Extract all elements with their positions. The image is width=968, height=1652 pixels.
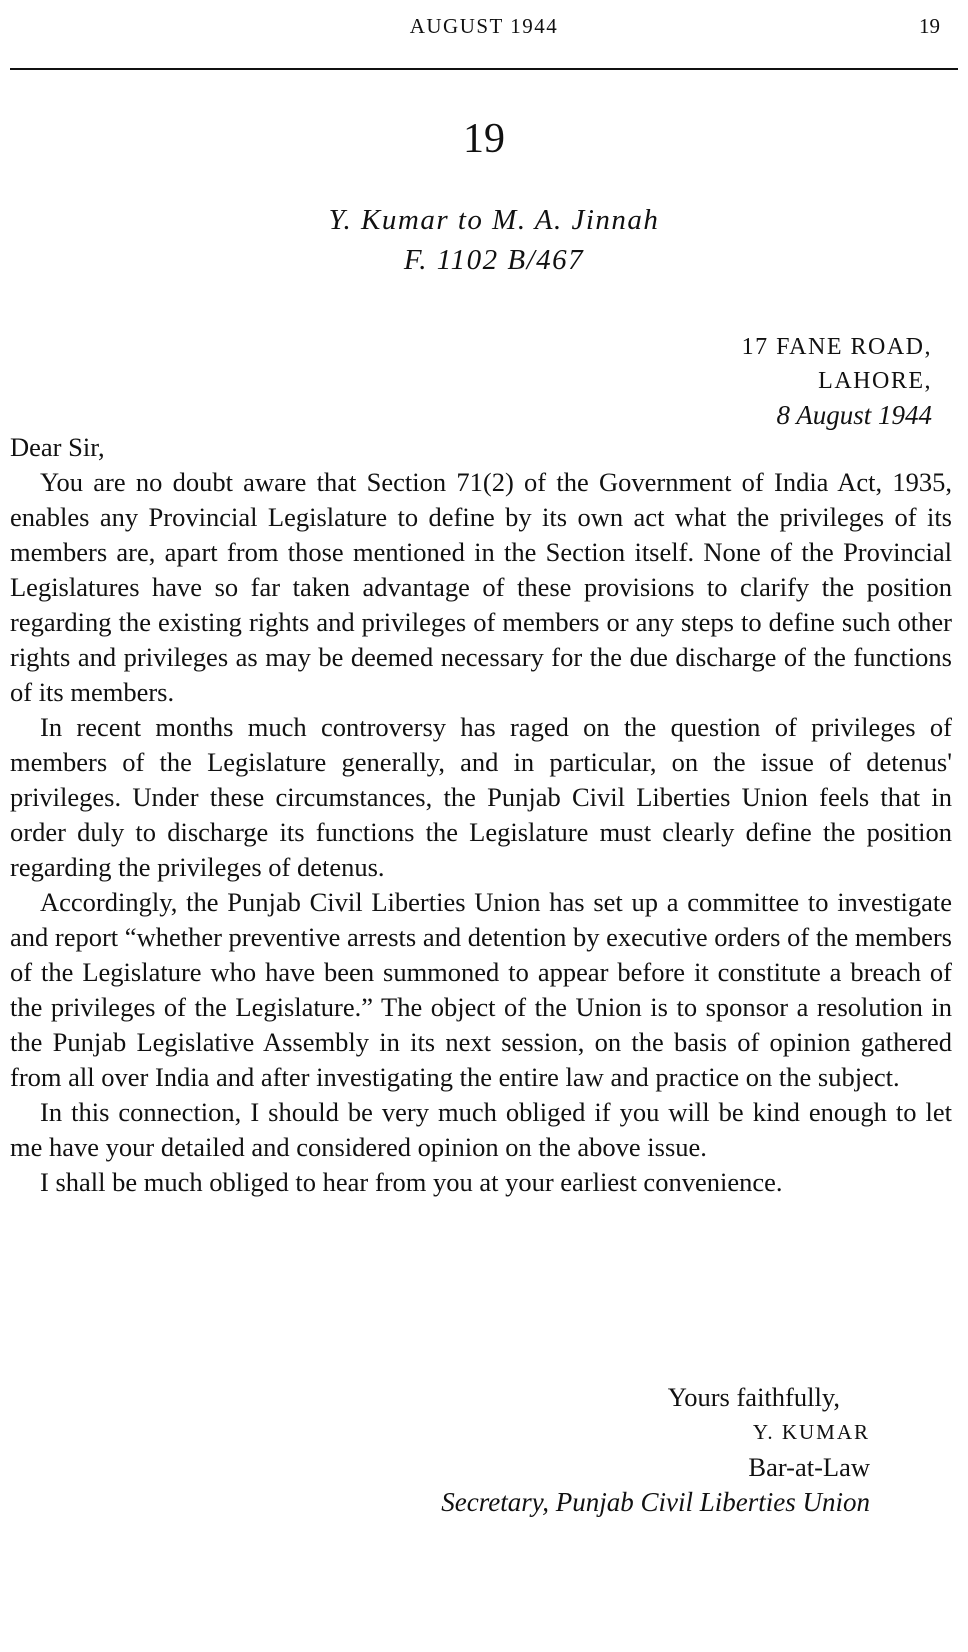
sender-address [742,330,932,432]
paragraph: Accordingly, the Punjab Civil Liberties Union has set up a committee to investigate and report “whether preventive arrests and detention by executive orders of the members of the Legislature who have been summoned to appear before it constitute a breach of the privileges of the Legislature.” The object of the Union is to sponsor a resolution in the Punjab Legislative Assembly in its next session, on the basis of opinion gathered from all over India and after investigating the entire law and practice on the subject. [10,887,952,1092]
running-head-page-number: 19 [919,14,940,38]
paragraph: In recent months much controversy has raged on the question of privileges of members of the Legislature generally, and in particular, on the issue of detenus' privileges. Under these circumstances, the Punjab Civil Liberties Union feels that in order duly to discharge its functions the Legislature must clearly define the position regarding the privileges of detenus. [10,712,952,882]
signatory-name: Y. KUMAR [752,1420,870,1444]
document-heading [0,200,968,280]
salutation: Dear Sir, [10,432,105,462]
paragraph: You are no doubt aware that Section 71(2) of the Government of India Act, 1935, enables any Provincial Legislature to define by its own act what the privileges of its members are, apart from those mentioned in the Section itself. None of the Provincial Legislatures have so far taken advantage of these provisions to clarify the position regarding the existing rights and privileges of members or any steps to define such other rights and privileges as may be deemed necessary for the due discharge of the functions of its members. [10,467,952,707]
signatory-qualification: Bar-at-Law [748,1452,870,1482]
letter-body [10,430,952,1200]
address-line-street: 17 FANE ROAD, [741,334,932,360]
closing: Yours faithfully, [667,1382,840,1412]
signatory-title: Secretary, Punjab Civil Liberties Union [441,1487,870,1517]
header-divider [10,68,958,70]
document-from-to: Y. Kumar to M. A. Jinnah [328,204,660,236]
signature-block [441,1380,870,1520]
address-line-city: LAHORE, [818,368,932,394]
running-head [0,14,968,44]
paragraph: In this connection, I should be very much obliged if you will be kind enough to let me have your detailed and considered opinion on the above issue. [10,1097,952,1162]
letter-date: 8 August 1944 [776,400,932,430]
document-number: 19 [463,116,505,162]
paragraph: I shall be much obliged to hear from you at your earliest convenience. [40,1167,783,1197]
running-head-title: AUGUST 1944 [409,14,559,38]
document-reference: F. 1102 B/467 [403,244,585,276]
